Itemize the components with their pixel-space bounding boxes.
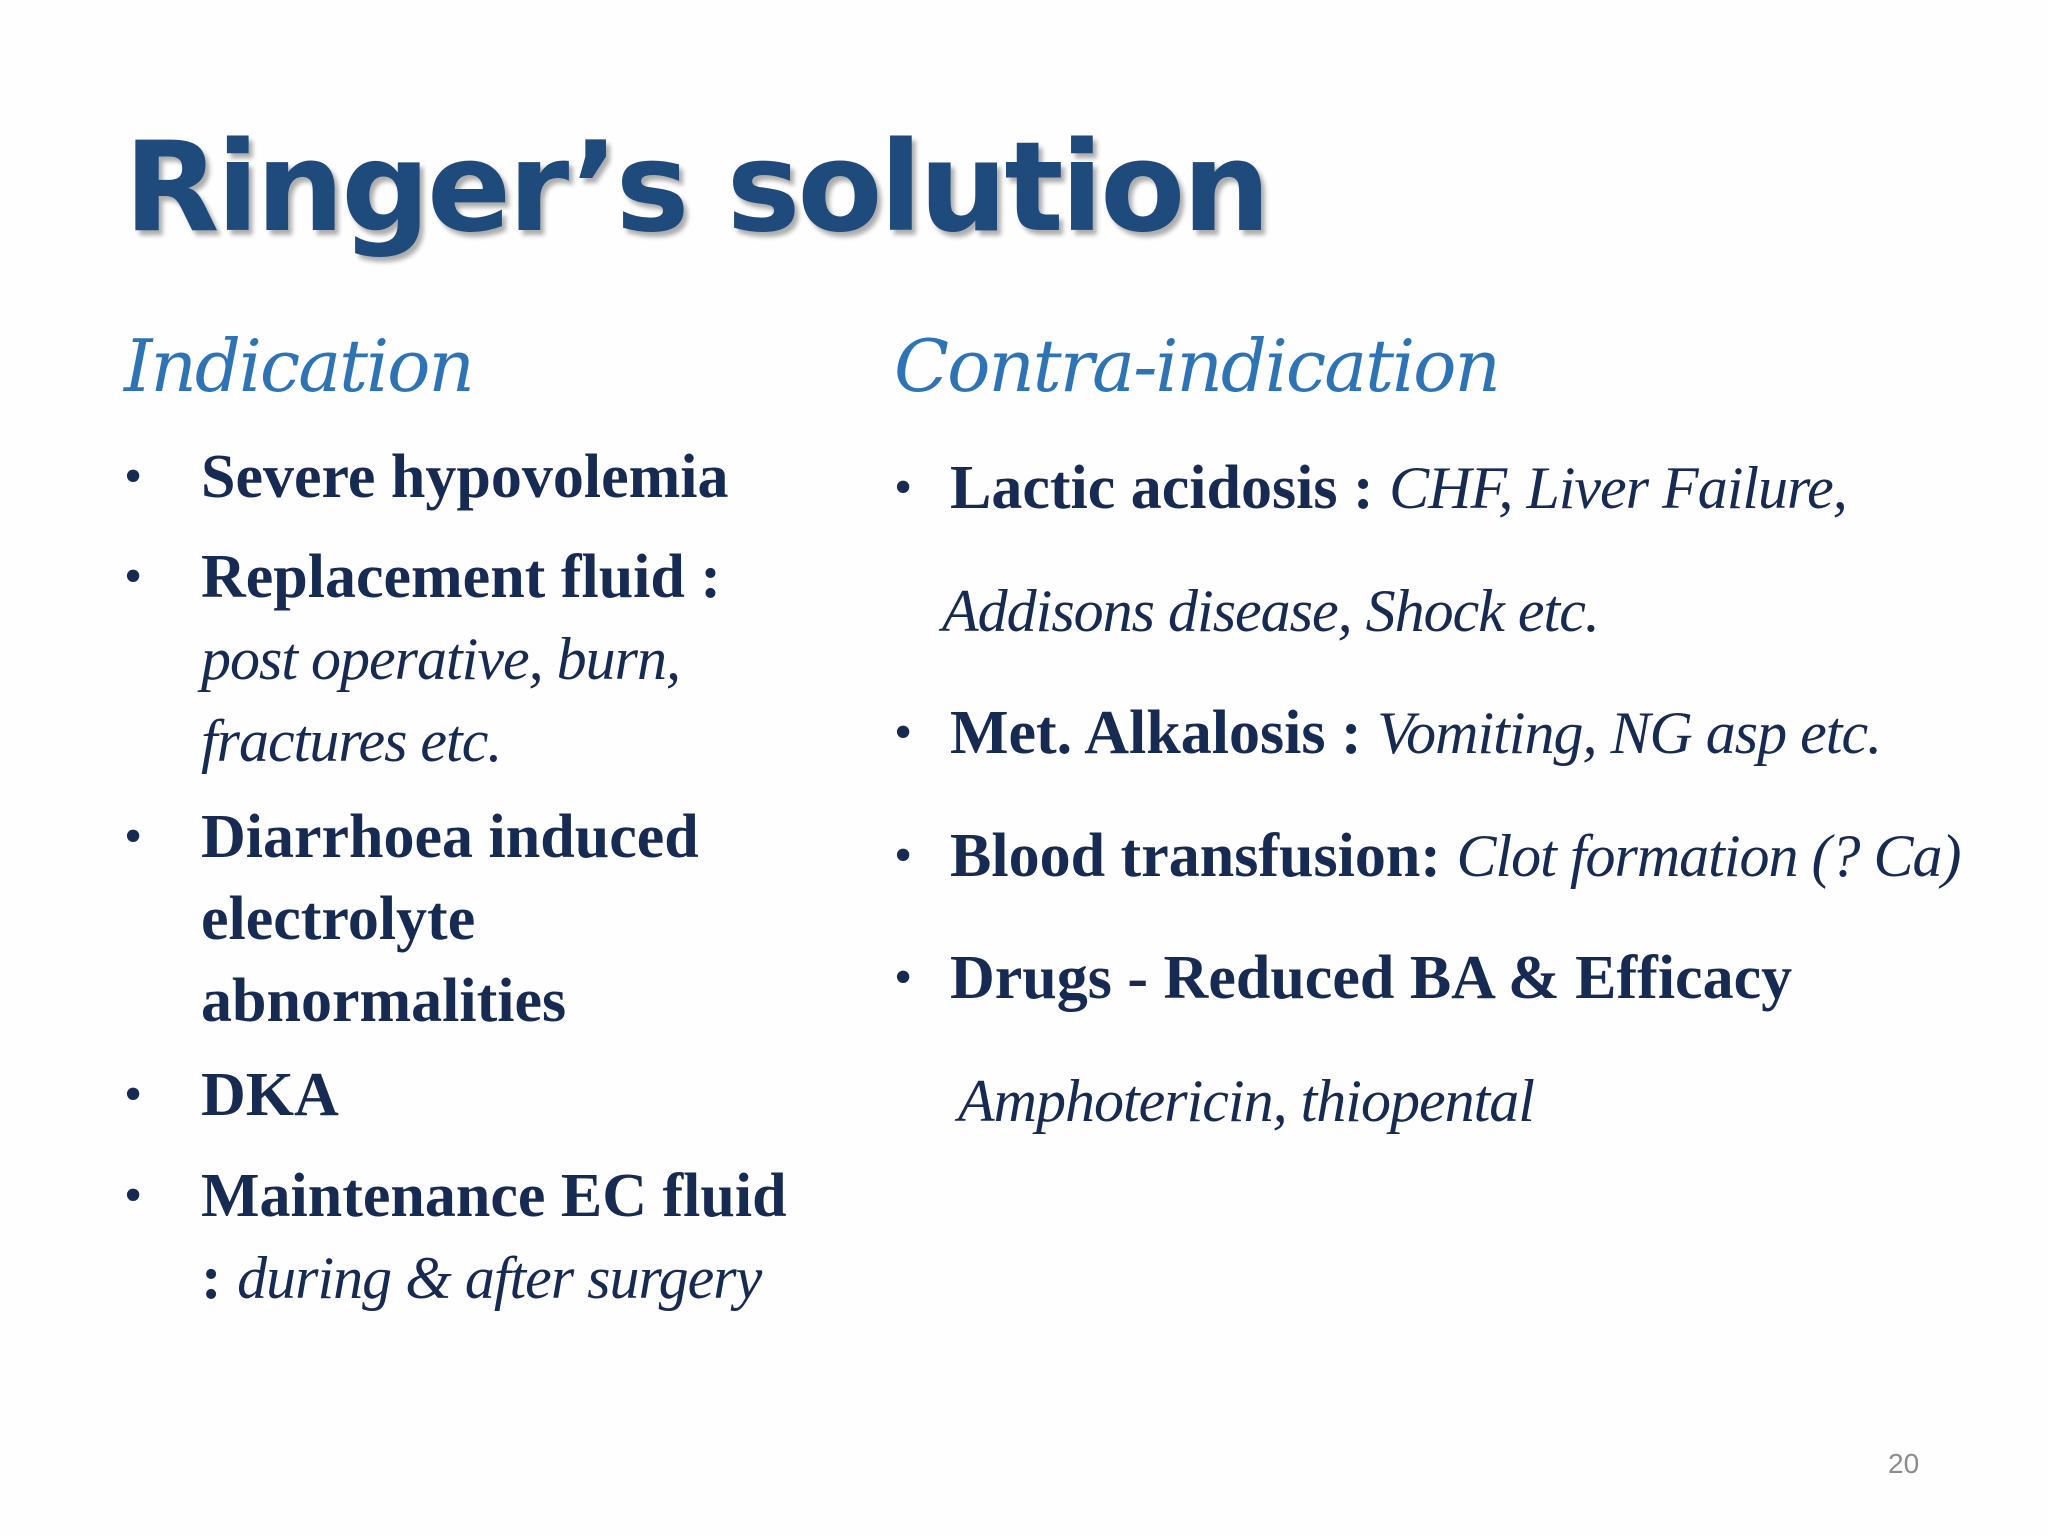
indication-item-detail: during & after surgery	[237, 1245, 762, 1311]
indication-item-colon: :	[201, 1244, 222, 1312]
indication-item-detail: post operative, burn, fractures etc.	[201, 626, 680, 774]
bullet-icon: •	[894, 949, 913, 1006]
bullet-icon: •	[124, 448, 143, 505]
indication-heading: Indication	[124, 324, 473, 408]
slide-title: Ringer’s solution	[124, 116, 1268, 260]
indication-item-label: Severe hypovolemia	[201, 443, 729, 511]
contra-indication-continuation: Addisons disease, Shock etc.	[942, 578, 1599, 644]
bullet-icon: •	[894, 704, 913, 761]
contra-indication-item-detail: CHF, Liver Failure,	[1389, 455, 1847, 521]
contra-indication-item-detail: Clot formation (? Ca)	[1456, 823, 1961, 889]
bullet-icon: •	[124, 548, 143, 605]
bullet-icon: •	[124, 808, 143, 865]
indication-item-label: Maintenance EC fluid	[201, 1162, 787, 1230]
bullet-icon: •	[124, 1066, 143, 1123]
bullet-icon: •	[124, 1167, 143, 1224]
contra-indication-heading: Contra-indication	[894, 324, 1499, 408]
page-number: 20	[1888, 1448, 1920, 1479]
bullet-icon: •	[894, 459, 913, 516]
indication-item-label: Diarrhoea induced electrolyte abnormalities	[201, 803, 699, 1035]
contra-indication-item-detail: Vomiting, NG asp etc.	[1377, 700, 1882, 766]
contra-indication-item-label: Met. Alkalosis :	[950, 699, 1362, 767]
indication-item-label: DKA	[201, 1061, 339, 1129]
contra-indication-item-label: Drugs - Reduced BA & Efficacy	[950, 944, 1793, 1012]
indication-item-label: Replacement fluid :	[201, 543, 722, 611]
contra-indication-item-label: Lactic acidosis :	[950, 454, 1374, 522]
contra-indication-item-label: Blood transfusion:	[950, 822, 1441, 890]
contra-indication-continuation: Amphotericin, thiopental	[958, 1068, 1534, 1134]
bullet-icon: •	[894, 827, 913, 884]
